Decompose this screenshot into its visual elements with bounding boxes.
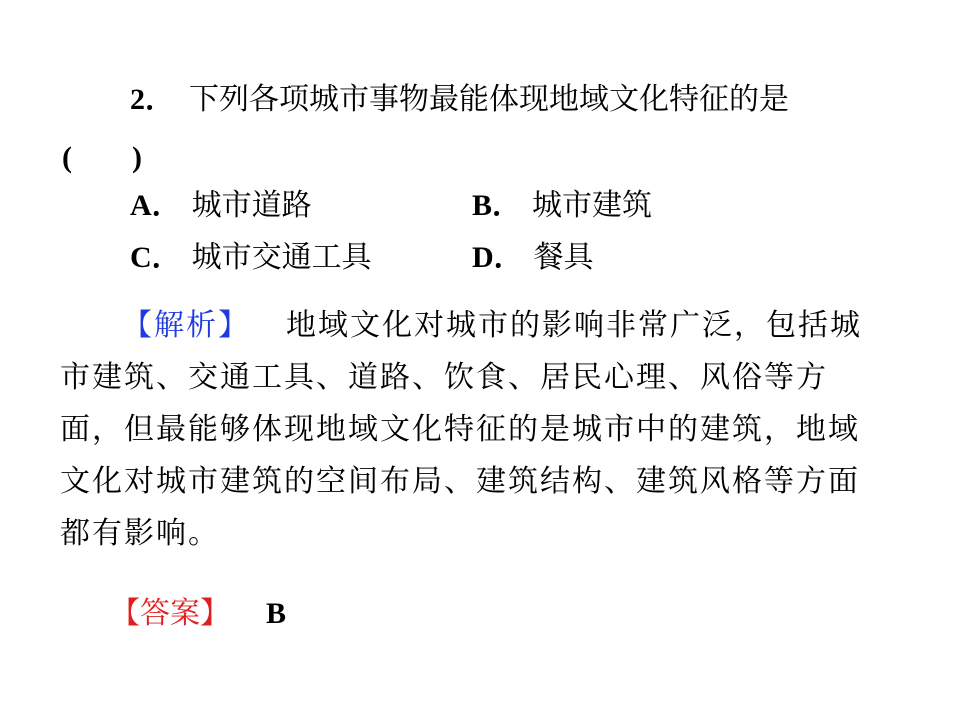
analysis-text-1: 地域文化对城市的影响非常广泛，包括城 — [286, 308, 862, 343]
analysis-tag: 【解析】 — [122, 308, 250, 343]
answer-tag: 【答案】 — [110, 596, 230, 631]
option-c: C． 城市交通工具 — [130, 240, 372, 275]
analysis-line-3: 面，但最能够体现地域文化特征的是城市中的建筑，地域 — [60, 412, 860, 447]
option-c-text: 城市交通工具 — [191, 240, 372, 275]
question-stem-line — [130, 82, 789, 118]
answer-line — [110, 596, 286, 632]
option-a: A． 城市道路 — [130, 188, 312, 223]
analysis-line-2: 市建筑、交通工具、道路、饮食、居民心理、风俗等方 — [60, 360, 828, 395]
option-d: D． 餐具 — [472, 240, 594, 275]
option-c-letter: C — [130, 241, 152, 274]
question-number: 2． — [130, 83, 175, 116]
answer-blank: ( ) — [62, 141, 142, 174]
option-a-text: 城市道路 — [191, 188, 312, 223]
question-stem: 下列各项城市事物最能体现地域文化特征的是 — [189, 82, 789, 117]
answer-value: B — [266, 597, 287, 630]
option-d-letter: D — [472, 241, 494, 274]
analysis-line-1 — [122, 308, 862, 344]
analysis-line-5: 都有影响。 — [60, 516, 220, 551]
option-a-letter: A — [130, 189, 152, 222]
analysis-line-4: 文化对城市建筑的空间布局、建筑结构、建筑风格等方面 — [60, 464, 860, 499]
option-b-text: 城市建筑 — [532, 188, 653, 223]
option-b-letter: B — [472, 189, 493, 222]
option-d-text: 餐具 — [533, 240, 594, 275]
option-b: B． 城市建筑 — [472, 188, 653, 223]
